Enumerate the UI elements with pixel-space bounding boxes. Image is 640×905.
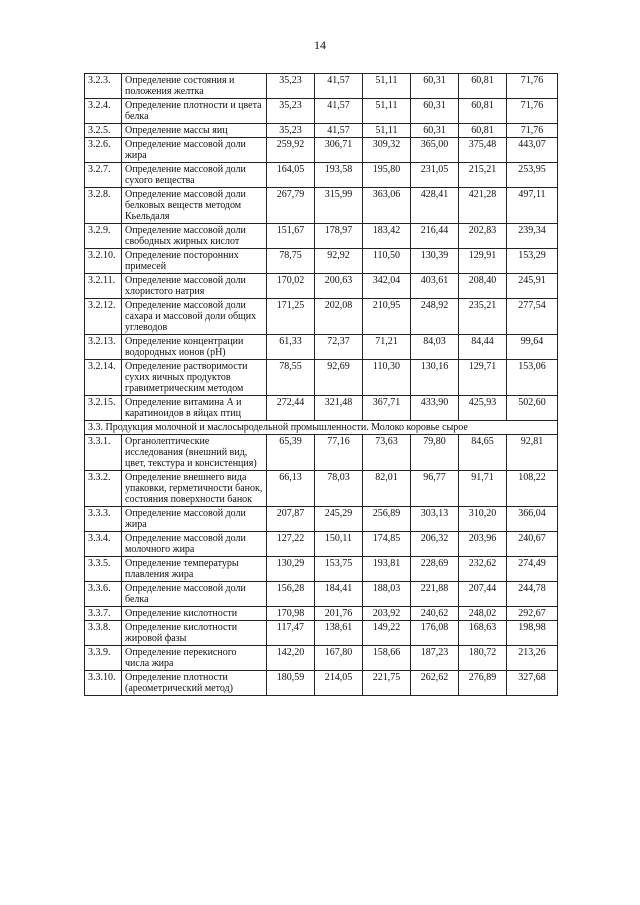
price-cell: 200,63 <box>315 274 363 299</box>
table-row <box>85 335 558 360</box>
price-cell: 35,23 <box>267 99 315 124</box>
price-cell: 151,67 <box>267 224 315 249</box>
price-cell: 51,11 <box>363 99 411 124</box>
price-cell: 174,85 <box>363 532 411 557</box>
row-description: Определение массовой доли жира <box>122 507 267 532</box>
price-cell: 221,75 <box>363 671 411 696</box>
price-cell: 84,65 <box>459 435 507 471</box>
row-description: Определение витамина А и каратиноидов в яйцах птиц <box>122 396 267 421</box>
price-cell: 92,92 <box>315 249 363 274</box>
price-cell: 108,22 <box>507 471 558 507</box>
price-cell: 91,71 <box>459 471 507 507</box>
price-cell: 202,08 <box>315 299 363 335</box>
price-cell: 61,33 <box>267 335 315 360</box>
price-cell: 207,44 <box>459 582 507 607</box>
price-cell: 130,16 <box>411 360 459 396</box>
row-number: 3.3.2. <box>85 471 122 507</box>
price-cell: 221,88 <box>411 582 459 607</box>
price-cell: 253,95 <box>507 163 558 188</box>
price-cell: 178,97 <box>315 224 363 249</box>
price-cell: 84,03 <box>411 335 459 360</box>
table-row <box>85 99 558 124</box>
row-number: 3.3.9. <box>85 646 122 671</box>
row-number: 3.3.4. <box>85 532 122 557</box>
row-description: Определение массовой доли хлористого натрия <box>122 274 267 299</box>
row-description: Определение перекисного числа жира <box>122 646 267 671</box>
price-cell: 259,92 <box>267 138 315 163</box>
price-cell: 248,02 <box>459 607 507 621</box>
price-cell: 110,50 <box>363 249 411 274</box>
price-cell: 153,06 <box>507 360 558 396</box>
row-number: 3.3.1. <box>85 435 122 471</box>
table-row <box>85 607 558 621</box>
price-cell: 193,81 <box>363 557 411 582</box>
row-description: Определение плотности и цвета белка <box>122 99 267 124</box>
price-cell: 428,41 <box>411 188 459 224</box>
table-row <box>85 274 558 299</box>
price-table <box>84 73 558 696</box>
price-cell: 216,44 <box>411 224 459 249</box>
row-description: Определение массовой доли молочного жира <box>122 532 267 557</box>
row-number: 3.2.14. <box>85 360 122 396</box>
price-cell: 130,29 <box>267 557 315 582</box>
price-cell: 210,95 <box>363 299 411 335</box>
price-cell: 327,68 <box>507 671 558 696</box>
price-cell: 84,44 <box>459 335 507 360</box>
price-cell: 153,75 <box>315 557 363 582</box>
price-cell: 78,55 <box>267 360 315 396</box>
row-number: 3.3.8. <box>85 621 122 646</box>
price-cell: 167,80 <box>315 646 363 671</box>
price-cell: 421,28 <box>459 188 507 224</box>
price-cell: 367,71 <box>363 396 411 421</box>
price-cell: 127,22 <box>267 532 315 557</box>
price-cell: 60,31 <box>411 74 459 99</box>
price-cell: 153,29 <box>507 249 558 274</box>
price-cell: 35,23 <box>267 74 315 99</box>
price-cell: 164,05 <box>267 163 315 188</box>
price-cell: 35,23 <box>267 124 315 138</box>
price-cell: 79,80 <box>411 435 459 471</box>
row-description: Определение посторонних примесей <box>122 249 267 274</box>
price-cell: 149,22 <box>363 621 411 646</box>
price-cell: 60,31 <box>411 124 459 138</box>
price-cell: 51,11 <box>363 74 411 99</box>
row-description: Определение растворимости сухих яичных продуктов гравиметрическим методом <box>122 360 267 396</box>
row-number: 3.2.6. <box>85 138 122 163</box>
row-description: Определение массовой доли белка <box>122 582 267 607</box>
price-cell: 41,57 <box>315 99 363 124</box>
price-cell: 245,91 <box>507 274 558 299</box>
price-cell: 170,98 <box>267 607 315 621</box>
table-row <box>85 224 558 249</box>
table-row <box>85 435 558 471</box>
price-cell: 274,49 <box>507 557 558 582</box>
row-description: Определение концентрации водородных ионов (pH) <box>122 335 267 360</box>
price-cell: 262,62 <box>411 671 459 696</box>
price-cell: 60,81 <box>459 74 507 99</box>
price-cell: 96,77 <box>411 471 459 507</box>
price-cell: 240,67 <box>507 532 558 557</box>
row-number: 3.2.10. <box>85 249 122 274</box>
price-cell: 425,93 <box>459 396 507 421</box>
price-cell: 92,69 <box>315 360 363 396</box>
price-cell: 71,21 <box>363 335 411 360</box>
row-description: Определение состояния и положения желтка <box>122 74 267 99</box>
price-cell: 248,92 <box>411 299 459 335</box>
row-number: 3.2.11. <box>85 274 122 299</box>
price-cell: 110,30 <box>363 360 411 396</box>
price-cell: 41,57 <box>315 74 363 99</box>
table-row <box>85 299 558 335</box>
price-cell: 231,05 <box>411 163 459 188</box>
price-cell: 195,80 <box>363 163 411 188</box>
price-cell: 180,72 <box>459 646 507 671</box>
row-description: Определение массы яиц <box>122 124 267 138</box>
row-number: 3.2.12. <box>85 299 122 335</box>
price-cell: 202,83 <box>459 224 507 249</box>
price-cell: 130,39 <box>411 249 459 274</box>
table-row <box>85 163 558 188</box>
row-number: 3.3.7. <box>85 607 122 621</box>
table-row <box>85 74 558 99</box>
price-cell: 78,03 <box>315 471 363 507</box>
price-cell: 309,32 <box>363 138 411 163</box>
price-cell: 207,87 <box>267 507 315 532</box>
row-number: 3.2.5. <box>85 124 122 138</box>
price-cell: 66,13 <box>267 471 315 507</box>
table-row <box>85 646 558 671</box>
table-row <box>85 507 558 532</box>
price-cell: 188,03 <box>363 582 411 607</box>
table-row <box>85 138 558 163</box>
price-cell: 375,48 <box>459 138 507 163</box>
table-row <box>85 188 558 224</box>
price-cell: 71,76 <box>507 124 558 138</box>
row-description: Определение кислотности <box>122 607 267 621</box>
price-cell: 315,99 <box>315 188 363 224</box>
price-cell: 158,66 <box>363 646 411 671</box>
row-number: 3.3.3. <box>85 507 122 532</box>
price-cell: 214,05 <box>315 671 363 696</box>
table-row <box>85 471 558 507</box>
price-cell: 201,76 <box>315 607 363 621</box>
price-cell: 365,00 <box>411 138 459 163</box>
price-cell: 292,67 <box>507 607 558 621</box>
row-description: Определение массовой доли сахара и массовой доли общих углеводов <box>122 299 267 335</box>
price-cell: 176,08 <box>411 621 459 646</box>
row-description: Определение температуры плавления жира <box>122 557 267 582</box>
price-cell: 92,81 <box>507 435 558 471</box>
price-cell: 71,76 <box>507 74 558 99</box>
row-number: 3.2.7. <box>85 163 122 188</box>
row-description: Определение массовой доли жира <box>122 138 267 163</box>
price-cell: 502,60 <box>507 396 558 421</box>
section-title: 3.3. Продукция молочной и маслосыродельной промышленности. Молоко коровье сырое <box>85 421 558 435</box>
price-cell: 180,59 <box>267 671 315 696</box>
price-cell: 193,58 <box>315 163 363 188</box>
price-cell: 277,54 <box>507 299 558 335</box>
price-cell: 239,34 <box>507 224 558 249</box>
price-cell: 256,89 <box>363 507 411 532</box>
row-number: 3.3.5. <box>85 557 122 582</box>
price-cell: 150,11 <box>315 532 363 557</box>
price-cell: 156,28 <box>267 582 315 607</box>
table-row <box>85 671 558 696</box>
price-cell: 142,20 <box>267 646 315 671</box>
price-cell: 363,06 <box>363 188 411 224</box>
row-number: 3.3.10. <box>85 671 122 696</box>
price-cell: 497,11 <box>507 188 558 224</box>
price-cell: 71,76 <box>507 99 558 124</box>
price-cell: 187,23 <box>411 646 459 671</box>
price-cell: 443,07 <box>507 138 558 163</box>
row-description: Определение массовой доли белковых веществ методом Кьельдаля <box>122 188 267 224</box>
price-cell: 51,11 <box>363 124 411 138</box>
row-number: 3.2.3. <box>85 74 122 99</box>
price-cell: 78,75 <box>267 249 315 274</box>
table-row <box>85 360 558 396</box>
price-cell: 72,37 <box>315 335 363 360</box>
price-cell: 82,01 <box>363 471 411 507</box>
price-cell: 170,02 <box>267 274 315 299</box>
price-cell: 303,13 <box>411 507 459 532</box>
price-cell: 73,63 <box>363 435 411 471</box>
row-description: Определение кислотности жировой фазы <box>122 621 267 646</box>
row-description: Определение массовой доли свободных жирных кислот <box>122 224 267 249</box>
price-cell: 77,16 <box>315 435 363 471</box>
row-description: Органолептические исследования (внешний вид, цвет, текстура и консистенция) <box>122 435 267 471</box>
price-cell: 138,61 <box>315 621 363 646</box>
price-cell: 342,04 <box>363 274 411 299</box>
price-cell: 232,62 <box>459 557 507 582</box>
row-description: Определение массовой доли сухого вещества <box>122 163 267 188</box>
price-cell: 198,98 <box>507 621 558 646</box>
price-cell: 129,71 <box>459 360 507 396</box>
price-cell: 310,20 <box>459 507 507 532</box>
price-cell: 321,48 <box>315 396 363 421</box>
table-row <box>85 249 558 274</box>
price-cell: 171,25 <box>267 299 315 335</box>
table-row <box>85 124 558 138</box>
row-description: Определение плотности (ареометрический метод) <box>122 671 267 696</box>
price-cell: 41,57 <box>315 124 363 138</box>
price-cell: 403,61 <box>411 274 459 299</box>
table-row <box>85 557 558 582</box>
price-cell: 244,78 <box>507 582 558 607</box>
price-cell: 99,64 <box>507 335 558 360</box>
price-cell: 65,39 <box>267 435 315 471</box>
price-cell: 208,40 <box>459 274 507 299</box>
price-cell: 235,21 <box>459 299 507 335</box>
row-number: 3.2.15. <box>85 396 122 421</box>
price-cell: 129,91 <box>459 249 507 274</box>
price-cell: 267,79 <box>267 188 315 224</box>
price-cell: 245,29 <box>315 507 363 532</box>
price-cell: 276,89 <box>459 671 507 696</box>
row-number: 3.2.9. <box>85 224 122 249</box>
price-cell: 60,81 <box>459 124 507 138</box>
price-cell: 306,71 <box>315 138 363 163</box>
price-cell: 203,96 <box>459 532 507 557</box>
price-cell: 433,90 <box>411 396 459 421</box>
price-cell: 117,47 <box>267 621 315 646</box>
price-cell: 60,81 <box>459 99 507 124</box>
price-cell: 60,31 <box>411 99 459 124</box>
row-number: 3.3.6. <box>85 582 122 607</box>
table-row <box>85 582 558 607</box>
section-row <box>85 421 558 435</box>
price-cell: 183,42 <box>363 224 411 249</box>
price-cell: 168,63 <box>459 621 507 646</box>
price-cell: 206,32 <box>411 532 459 557</box>
price-cell: 272,44 <box>267 396 315 421</box>
price-cell: 228,69 <box>411 557 459 582</box>
price-cell: 203,92 <box>363 607 411 621</box>
page-number: 14 <box>314 38 326 52</box>
row-number: 3.2.13. <box>85 335 122 360</box>
table-row <box>85 532 558 557</box>
price-cell: 213,26 <box>507 646 558 671</box>
price-cell: 240,62 <box>411 607 459 621</box>
price-cell: 366,04 <box>507 507 558 532</box>
row-description: Определение внешнего вида упаковки, герметичности банок, состояния поверхности банок <box>122 471 267 507</box>
table-row <box>85 621 558 646</box>
row-number: 3.2.4. <box>85 99 122 124</box>
row-number: 3.2.8. <box>85 188 122 224</box>
price-cell: 184,41 <box>315 582 363 607</box>
table-row <box>85 396 558 421</box>
price-cell: 215,21 <box>459 163 507 188</box>
